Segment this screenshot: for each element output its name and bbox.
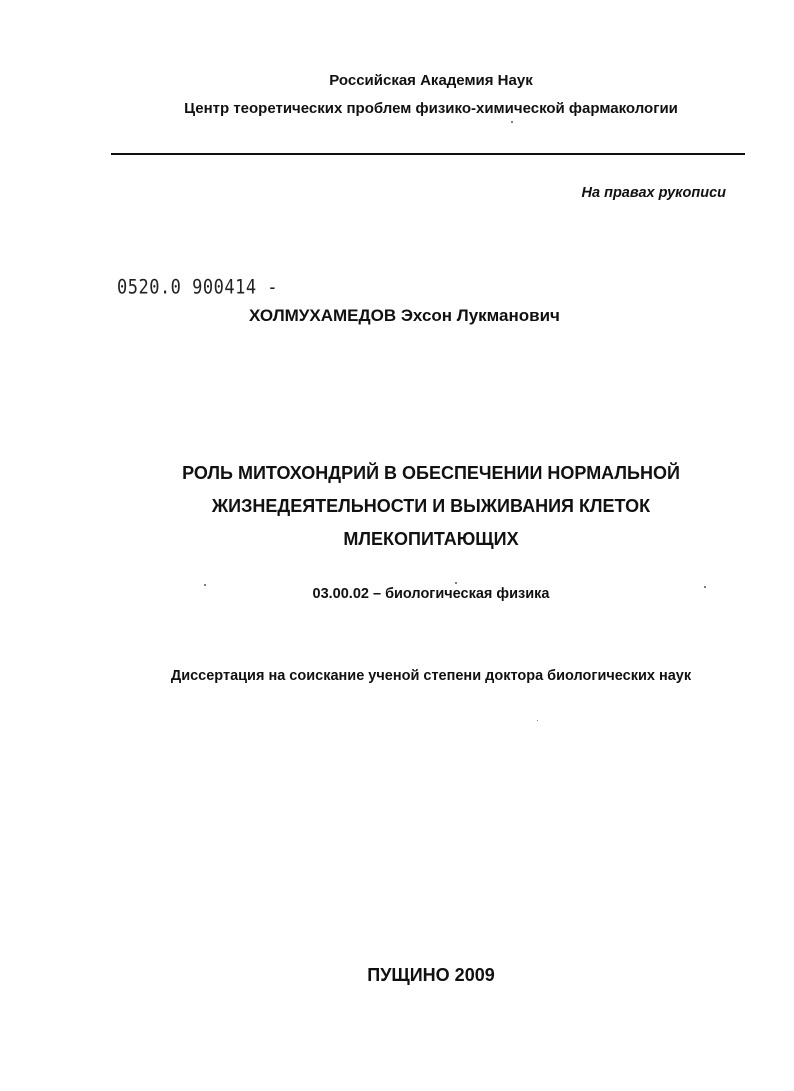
institute-name: Центр теоретических проблем физико-химической фармакологии — [184, 100, 678, 117]
scan-speck — [455, 582, 457, 584]
author-name — [249, 306, 560, 326]
dissertation-type: Диссертация на соискание ученой степени доктора биологических наук — [170, 668, 692, 684]
author-given-names: Эхсон Лукманович — [400, 306, 560, 325]
specialty-code: 03.00.02 – биологическая физика — [312, 586, 550, 602]
dissertation-title — [34, 457, 794, 556]
scan-speck — [204, 584, 206, 586]
title-line: ЖИЗНЕДЕЯТЕЛЬНОСТИ И ВЫЖИВАНИЯ КЛЕТОК — [211, 496, 651, 516]
city-year: ПУЩИНО 2009 — [367, 965, 495, 985]
title-line: РОЛЬ МИТОХОНДРИЙ В ОБЕСПЕЧЕНИИ НОРМАЛЬНОЙ — [182, 463, 680, 483]
header-divider — [111, 153, 745, 155]
title-line: МЛЕКОПИТАЮЩИХ — [343, 529, 519, 549]
manuscript-note: На правах рукописи — [581, 185, 726, 201]
author-surname: ХОЛМУХАМЕДОВ — [249, 306, 397, 325]
organization-name: Российская Академия Наук — [329, 72, 533, 89]
registry-number-stamp: 0520.0 900414 - — [117, 276, 279, 299]
scan-speck — [537, 720, 538, 721]
scan-speck — [704, 586, 706, 588]
scan-speck — [511, 121, 513, 123]
